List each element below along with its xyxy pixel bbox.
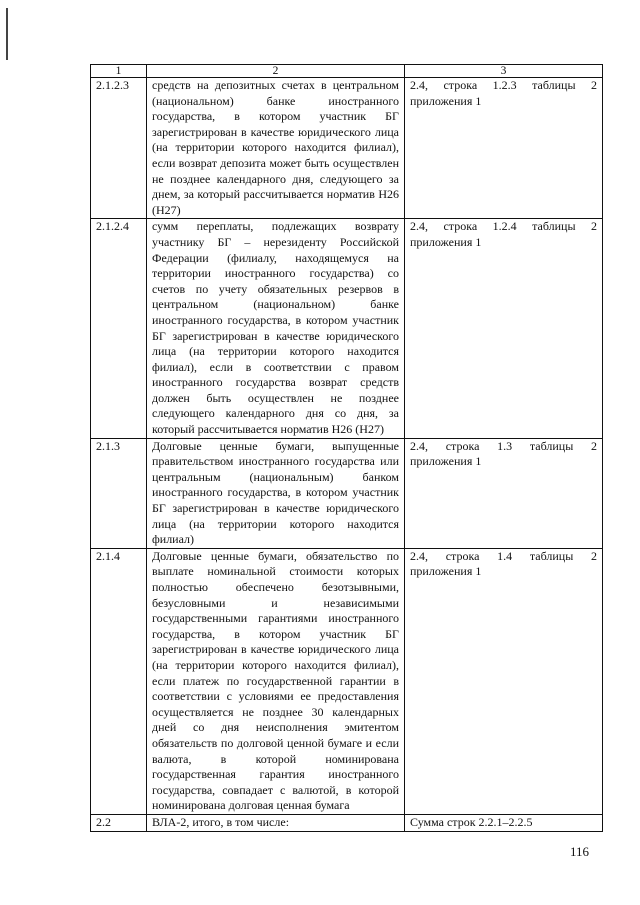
header-col-3: 3 [405, 65, 603, 78]
table-header-row [91, 65, 603, 78]
row-description: сумм переплаты, подлежащих возврату участнику БГ – нерезиденту Российской Федерации (филиалу, находящемуся на территории иностранного государства) со счетов по учету обязательных резервов в центральном (национальном) банке иностранного государства, в котором участник БГ зарегистрирован в качестве юридического лица (на территории которого находится филиал), если в соответствии с правом иностранного государства возврат средств должен быть осуществлен не позднее следующего календарного дня со дня, за который рассчитывается норматив Н26 (Н27) [147, 219, 405, 438]
row-description: средств на депозитных счетах в центральном (национальном) банке иностранного государства, в котором участник БГ зарегистрирован в качестве юридического лица (на территории которого находится филиал), если возврат депозита может быть осуществлен не позднее календарного дня, следующего за днем, за который рассчитывается норматив Н26 (Н27) [147, 78, 405, 219]
row-description: Долговые ценные бумаги, выпущенные правительством иностранного государства или центральным (национальным) банком иностранного государства, в котором участник БГ зарегистрирован в качестве юридического лица (на территории которого находится филиал) [147, 438, 405, 548]
table-row [91, 78, 603, 219]
row-code: 2.1.4 [91, 548, 147, 814]
row-code: 2.1.2.3 [91, 78, 147, 219]
table-row [91, 438, 603, 548]
header-col-2: 2 [147, 65, 405, 78]
table-row [91, 814, 603, 831]
liquidity-assets-table [90, 64, 603, 832]
row-code: 2.2 [91, 814, 147, 831]
table-row [91, 548, 603, 814]
row-description: Долговые ценные бумаги, обязательство по выплате номинальной стоимости которых полностью обеспечено безотзывными, безусловными и независимыми государственными гарантиями иностранного государства, в котором участник БГ зарегистрирован в качестве юридического лица (на территории которого находится филиал), если платеж по государственной гарантии в соответствии с условиями ее предоставления осуществляется не позднее 30 календарных дней со дня неисполнения эмитентом обязательств по долговой ценной бумаге и если валюта, в которой номинирована государственная гарантия иностранного государства, совпадает с валютой, в которой номинирована долговая ценная бумага [147, 548, 405, 814]
scan-edge-mark [6, 8, 8, 60]
row-code: 2.1.3 [91, 438, 147, 548]
row-source: 2.4, строка 1.4 таблицы 2 приложения 1 [405, 548, 603, 814]
row-code: 2.1.2.4 [91, 219, 147, 438]
table-row [91, 219, 603, 438]
row-source: Сумма строк 2.2.1–2.2.5 [405, 814, 603, 831]
header-col-1: 1 [91, 65, 147, 78]
row-source: 2.4, строка 1.2.4 таблицы 2 приложения 1 [405, 219, 603, 438]
page-number: 116 [570, 844, 590, 859]
row-source: 2.4, строка 1.3 таблицы 2 приложения 1 [405, 438, 603, 548]
row-description: ВЛА-2, итого, в том числе: [147, 814, 405, 831]
row-source: 2.4, строка 1.2.3 таблицы 2 приложения 1 [405, 78, 603, 219]
